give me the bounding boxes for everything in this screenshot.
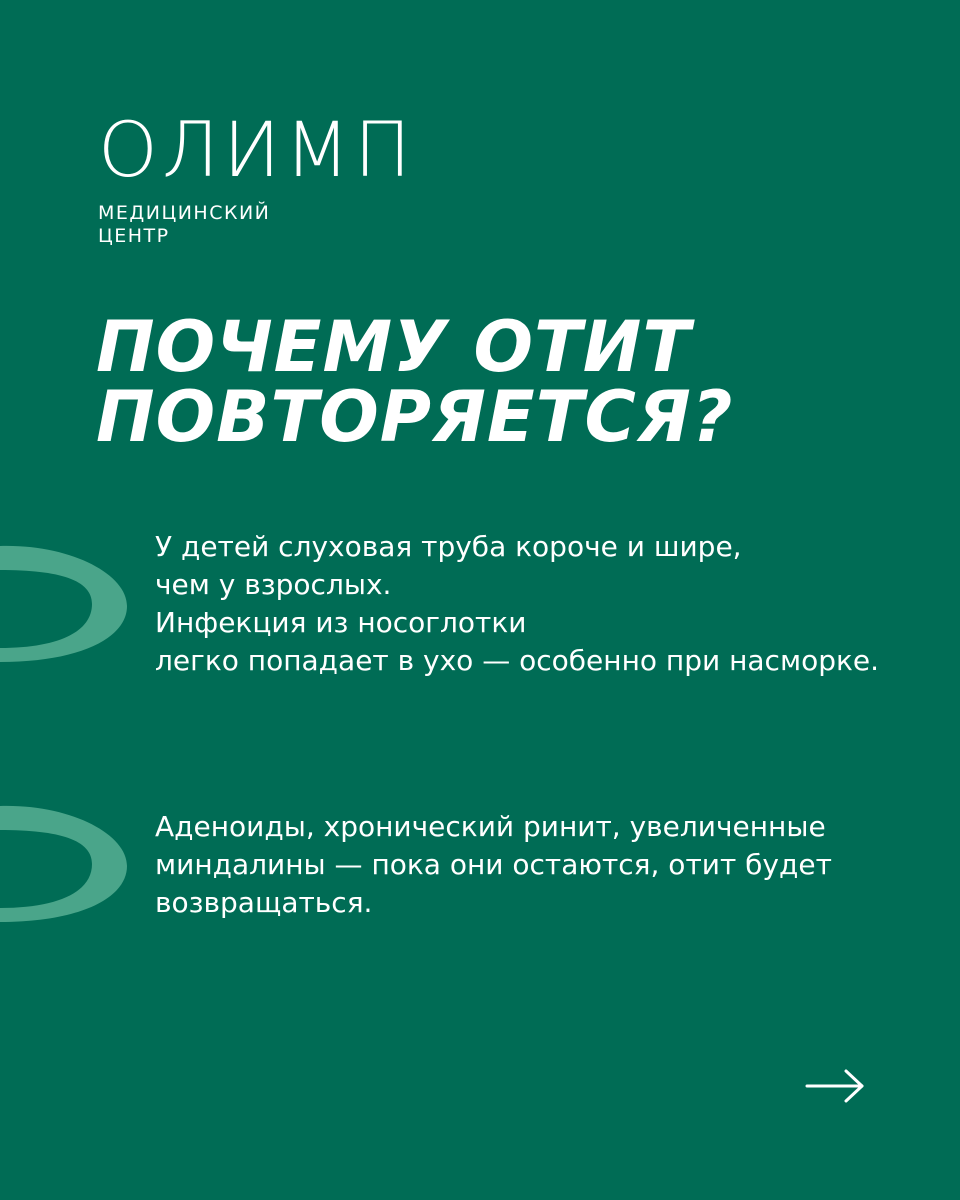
paragraph-line: миндалины — пока они остаются, отит будет xyxy=(155,848,832,881)
paragraph-line: У детей слуховая труба короче и шире, xyxy=(155,530,742,563)
logo-subtitle-line: ЦЕНТР xyxy=(98,225,170,247)
paragraph-line: легко попадает в ухо — особенно при насморке. xyxy=(155,644,880,677)
paragraph-line: Аденоиды, хронический ринит, увеличенные xyxy=(155,810,826,843)
crescent-decoration-icon xyxy=(0,800,130,930)
crescent-decoration-icon xyxy=(0,540,130,670)
logo-subtitle-line: МЕДИЦИНСКИЙ xyxy=(98,202,271,224)
paragraph-line: возвращаться. xyxy=(155,886,373,919)
page-title-line: ПОЧЕМУ ОТИТ xyxy=(96,306,692,388)
paragraph-line: Инфекция из носоглотки xyxy=(155,606,527,639)
paragraph-line: чем у взрослых. xyxy=(155,568,392,601)
page-title-line: ПОВТОРЯЕТСЯ? xyxy=(96,376,734,458)
paragraph-2 xyxy=(155,808,832,922)
logo-subtitle xyxy=(98,202,415,248)
arrow-right-icon[interactable] xyxy=(804,1066,868,1106)
logo-name: ОЛИМП xyxy=(98,105,416,194)
paragraph-1 xyxy=(155,528,879,680)
page-title xyxy=(96,306,734,458)
logo xyxy=(98,105,416,248)
